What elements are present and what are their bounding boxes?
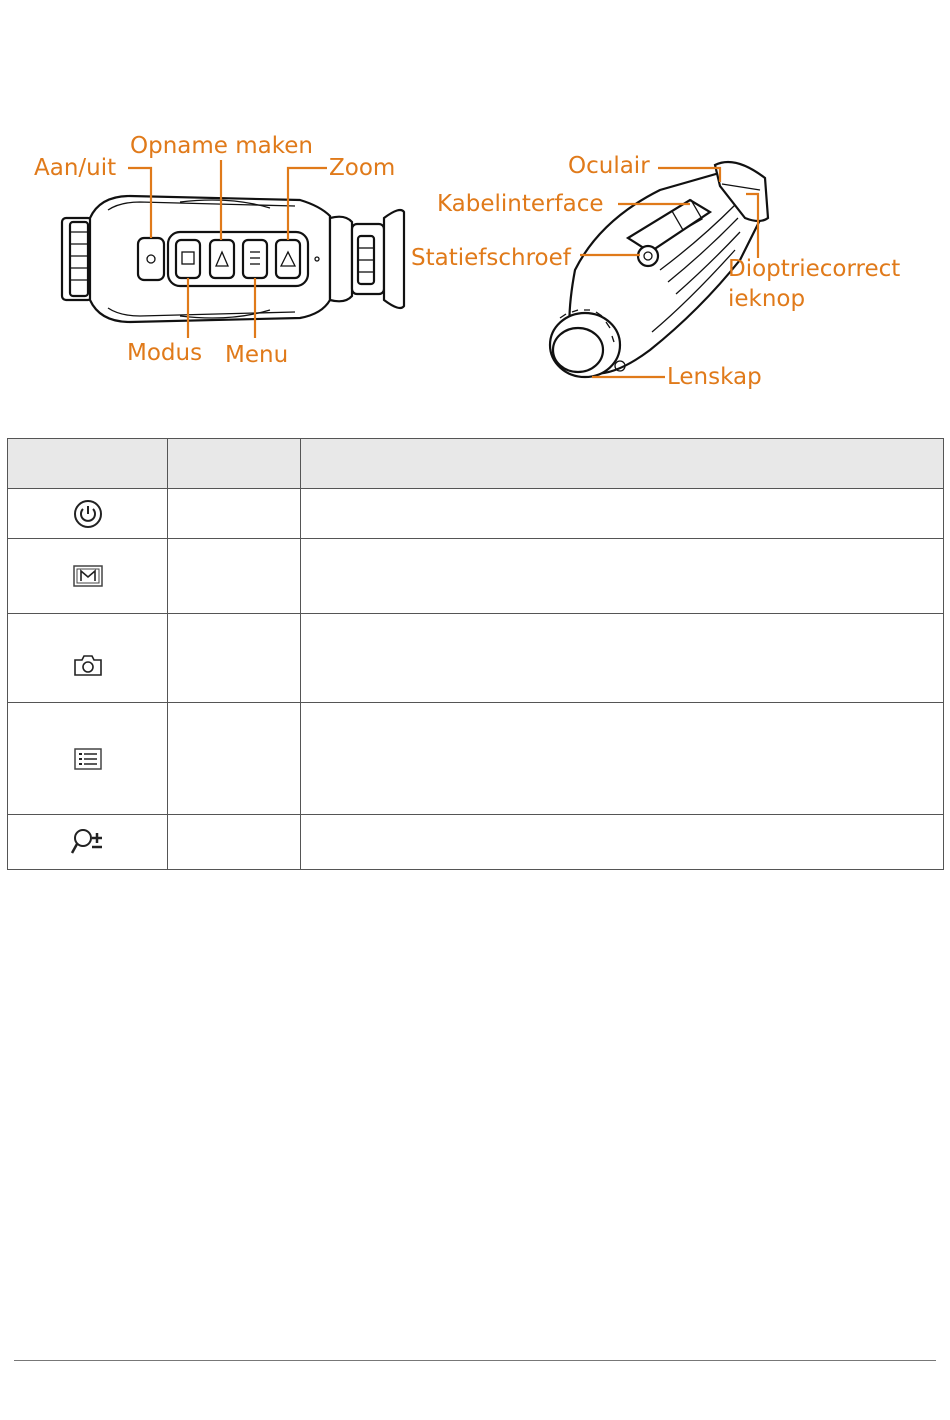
row-description bbox=[301, 489, 944, 539]
row-description bbox=[301, 703, 944, 815]
monocular-top-view bbox=[62, 196, 404, 322]
table-row bbox=[8, 703, 944, 815]
label-power: Aan/uit bbox=[34, 155, 117, 181]
camera-icon bbox=[73, 653, 103, 677]
zoom-plus-minus-icon bbox=[70, 827, 106, 857]
label-lens-cap: Lenskap bbox=[667, 364, 762, 390]
label-mode: Modus bbox=[127, 340, 203, 366]
label-menu: Menu bbox=[225, 342, 289, 368]
label-tripod-screw: Statiefschroef bbox=[411, 245, 571, 271]
menu-list-icon bbox=[74, 748, 102, 770]
header-name bbox=[168, 439, 301, 489]
row-name bbox=[168, 703, 301, 815]
table-row bbox=[8, 489, 944, 539]
footer-divider bbox=[14, 1360, 936, 1361]
row-description bbox=[301, 614, 944, 703]
row-description bbox=[301, 539, 944, 614]
mode-m-icon bbox=[73, 565, 103, 587]
label-capture: Opname maken bbox=[130, 133, 313, 159]
row-name bbox=[168, 539, 301, 614]
label-diopter-line1: Dioptriecorrect bbox=[728, 256, 901, 282]
table-row bbox=[8, 539, 944, 614]
row-name bbox=[168, 815, 301, 870]
label-cable-interface: Kabelinterface bbox=[437, 191, 604, 217]
header-icon bbox=[8, 439, 168, 489]
header-description bbox=[301, 439, 944, 489]
table-row bbox=[8, 614, 944, 703]
row-name bbox=[168, 614, 301, 703]
device-diagram bbox=[0, 0, 950, 420]
power-icon bbox=[73, 499, 103, 529]
row-description bbox=[301, 815, 944, 870]
label-zoom: Zoom bbox=[329, 155, 396, 181]
table-row bbox=[8, 815, 944, 870]
label-eyepiece: Oculair bbox=[568, 153, 650, 179]
label-diopter-line2: ieknop bbox=[728, 286, 806, 312]
controls-table bbox=[7, 438, 944, 870]
table-header-row bbox=[8, 439, 944, 489]
row-name bbox=[168, 489, 301, 539]
